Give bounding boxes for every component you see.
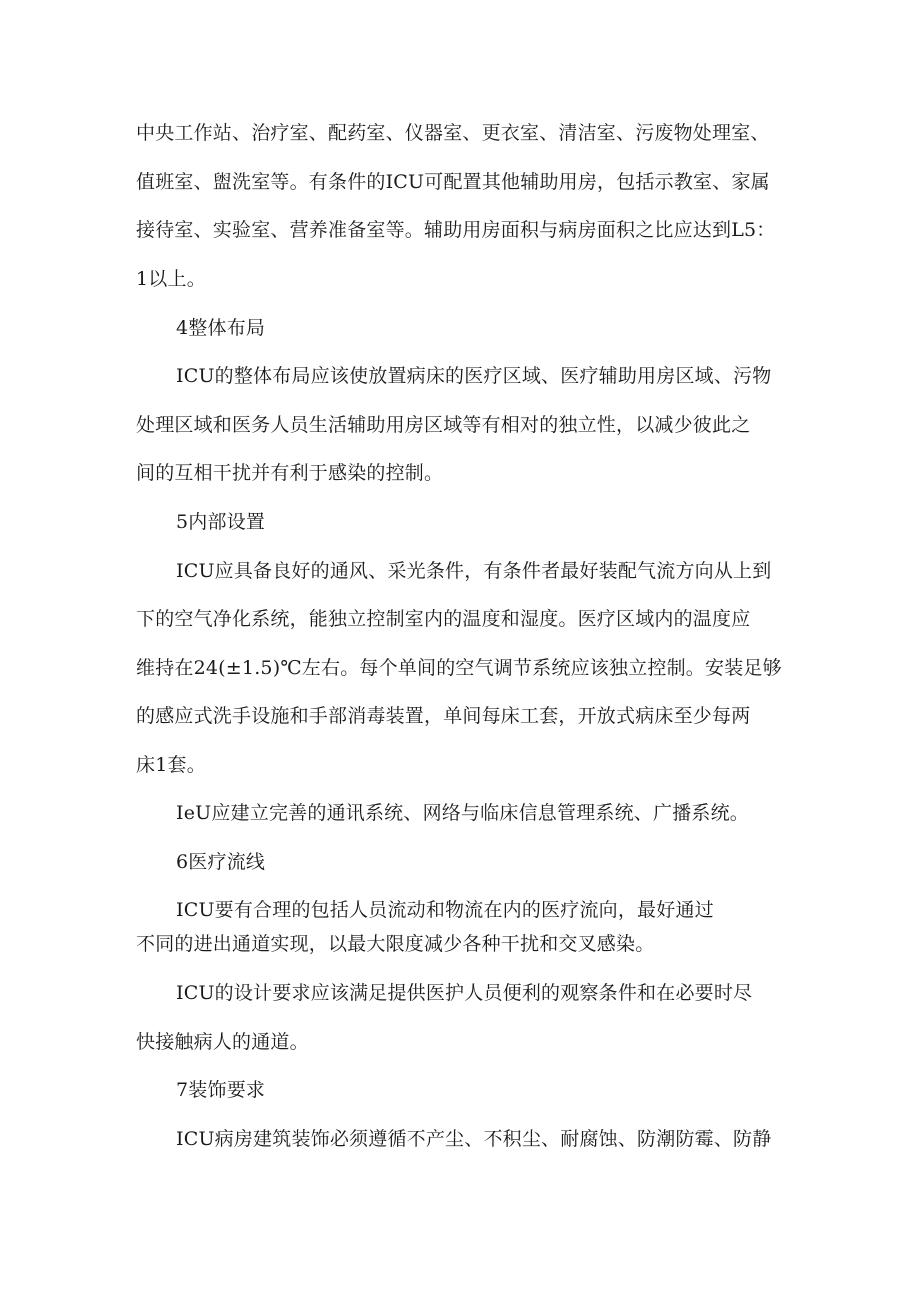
text-line: ICU的设计要求应该满足提供医护人员便利的观察条件和在必要时尽	[176, 982, 753, 1004]
section-heading: 6医疗流线	[176, 851, 266, 873]
text-line: ICU应具备良好的通风、采光条件，有条件者最好装配气流方向从上到	[176, 560, 772, 582]
text-line: 1以上。	[136, 268, 206, 290]
section-heading: 5内部设置	[176, 511, 266, 533]
text-line: 处理区域和医务人员生活辅助用房区域等有相对的独立性，以减少彼此之	[136, 414, 751, 436]
text-line: 接待室、实验室、营养准备室等。辅助用房面积与病房面积之比应达到L5：	[136, 219, 776, 241]
text-line: IeU应建立完善的通讯系统、网络与临床信息管理系统、广播系统。	[176, 802, 749, 824]
text-line: 的感应式洗手设施和手部消毒装置，单间每床工套，开放式病床至少每两	[136, 705, 751, 727]
text-line: 维持在24(±1.5)℃左右。每个单间的空气调节系统应该独立控制。安装足够	[136, 657, 782, 679]
text-line: ICU病房建筑装饰必须遵循不产尘、不积尘、耐腐蚀、防潮防霉、防静	[176, 1128, 772, 1150]
text-line: 中央工作站、治疗室、配药室、仪器室、更衣室、清洁室、污废物处理室、	[136, 122, 770, 144]
text-line: 床1套。	[136, 754, 206, 776]
text-line: 间的互相干扰并有利于感染的控制。	[136, 462, 444, 484]
section-heading: 7装饰要求	[176, 1079, 266, 1101]
text-line: ICU要有合理的包括人员流动和物流在内的医疗流向，最好通过	[176, 899, 714, 921]
text-line: 值班室、盥洗室等。有条件的ICU可配置其他辅助用房，包括示教室、家属	[136, 171, 770, 193]
text-line: 快接触病人的通道。	[136, 1031, 309, 1053]
text-line: 下的空气净化系统，能独立控制室内的温度和湿度。医疗区域内的温度应	[136, 608, 751, 630]
section-heading: 4整体布局	[176, 317, 266, 339]
text-line: ICU的整体布局应该使放置病床的医疗区域、医疗辅助用房区域、污物	[176, 365, 772, 387]
text-line: 不同的进出通道实现，以最大限度减少各种干扰和交叉感染。	[136, 933, 655, 955]
